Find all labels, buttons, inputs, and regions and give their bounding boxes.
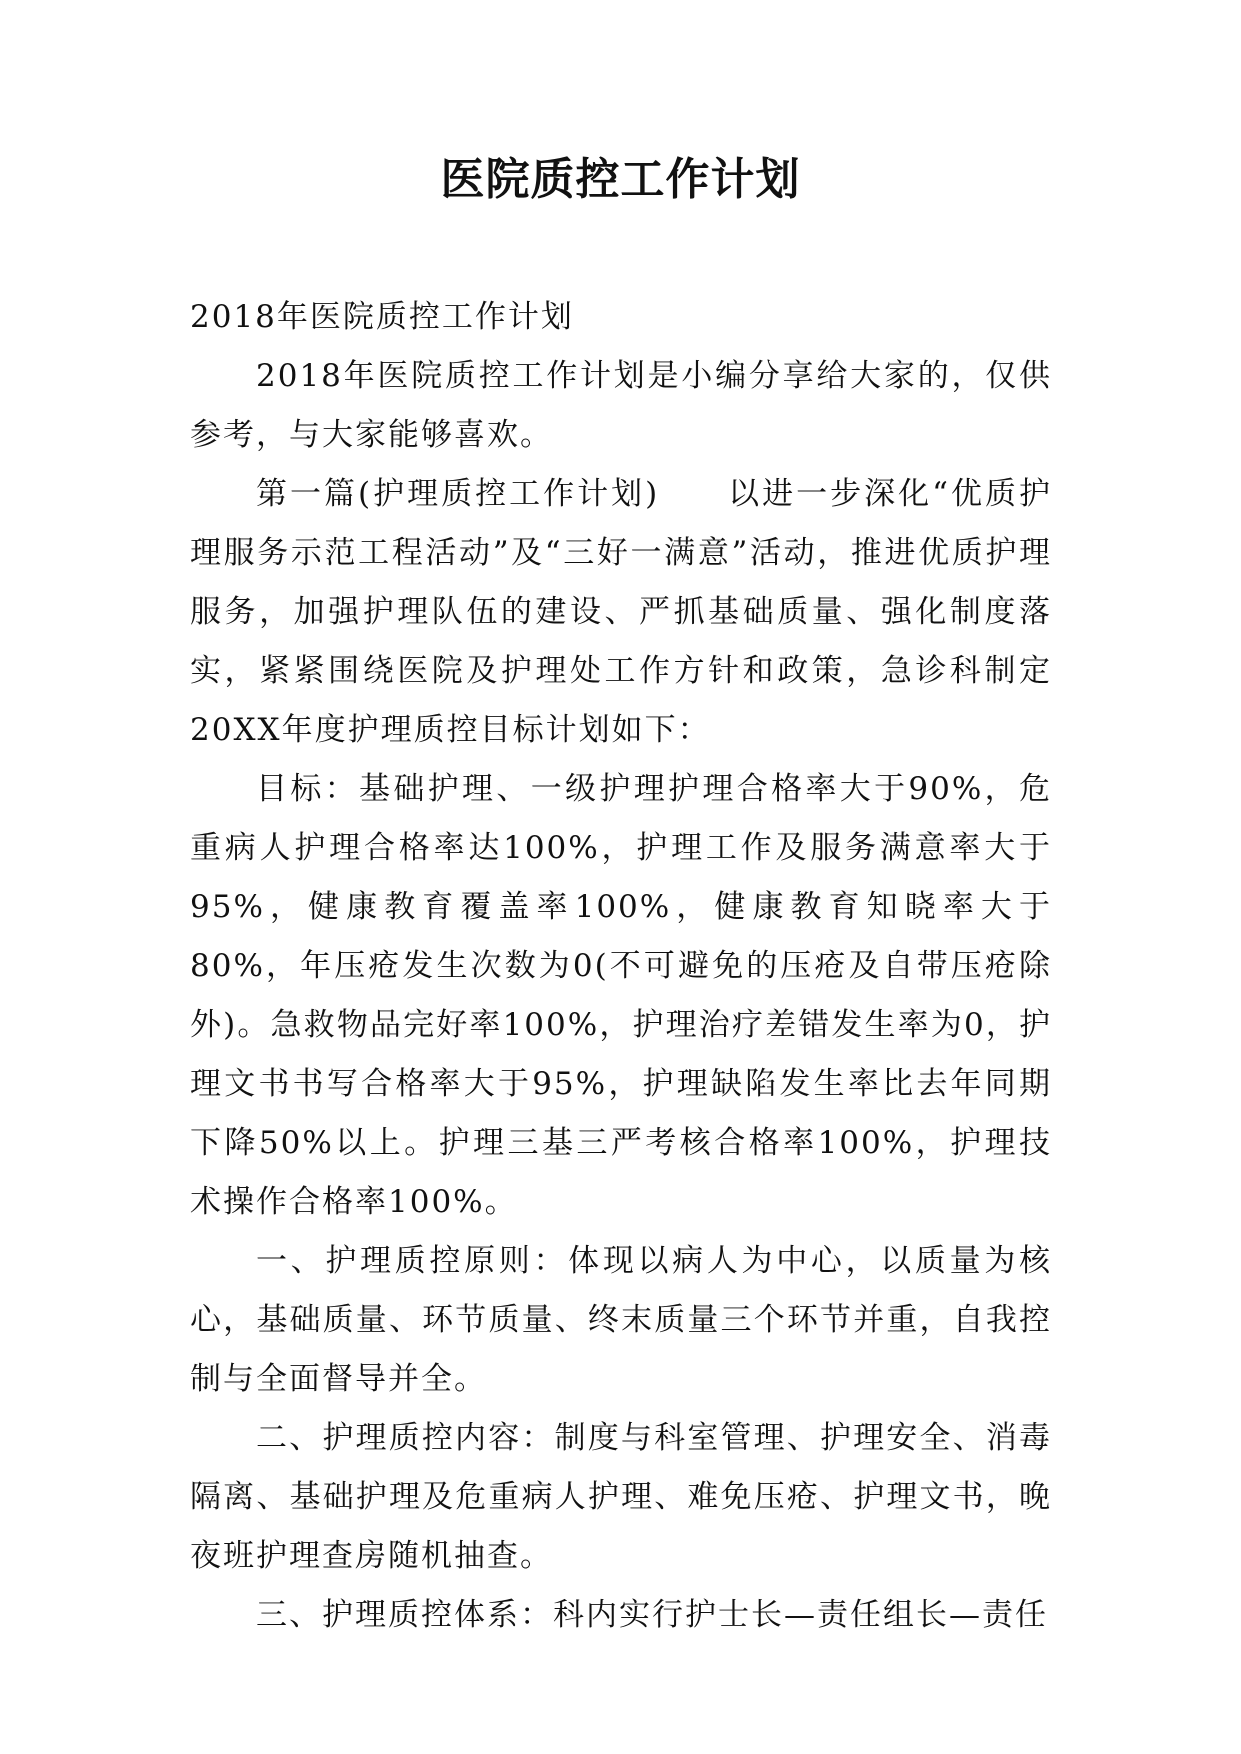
goals-paragraph: 目标：基础护理、一级护理护理合格率大于90%，危重病人护理合格率达100%，护理工作及服务满意率大于95%，健康教育覆盖率100%，健康教育知晓率大于80%，年压疮发生次数为0(不可避免的压疮及自带压疮除外)。急救物品完好率100%，护理治疗差错发生率为0，护理文书书写合格率大于95%，护理缺陷发生率比去年同期下降50%以上。护理三基三严考核合格率100%，护理技术操作合格率100%。 xyxy=(190,771,1052,1220)
system-paragraph: 三、护理质控体系：科内实行护士长—责任组长—责任 xyxy=(256,1597,1048,1633)
intro-paragraph: 2018年医院质控工作计划是小编分享给大家的，仅供参考，与大家能够喜欢。 xyxy=(190,358,1052,453)
subtitle-paragraph: 2018年医院质控工作计划 xyxy=(190,299,574,335)
principles-paragraph: 一、护理质控原则：体现以病人为中心，以质量为核心，基础质量、环节质量、终末质量三个环节并重，自我控制与全面督导并全。 xyxy=(190,1243,1052,1397)
section-paragraph: 第一篇(护理质控工作计划) 以进一步深化“优质护理服务示范工程活动”及“三好一满意”活动，推进优质护理服务，加强护理队伍的建设、严抓基础质量、强化制度落实，紧紧围绕医院及护理处工作方针和政策，急诊科制定20XX年度护理质控目标计划如下： xyxy=(190,476,1052,748)
document-title: 医院质控工作计划 xyxy=(440,154,801,205)
document-body xyxy=(190,288,1052,1645)
content-paragraph: 二、护理质控内容：制度与科室管理、护理安全、消毒隔离、基础护理及危重病人护理、难免压疮、护理文书，晚夜班护理查房随机抽查。 xyxy=(190,1420,1052,1574)
